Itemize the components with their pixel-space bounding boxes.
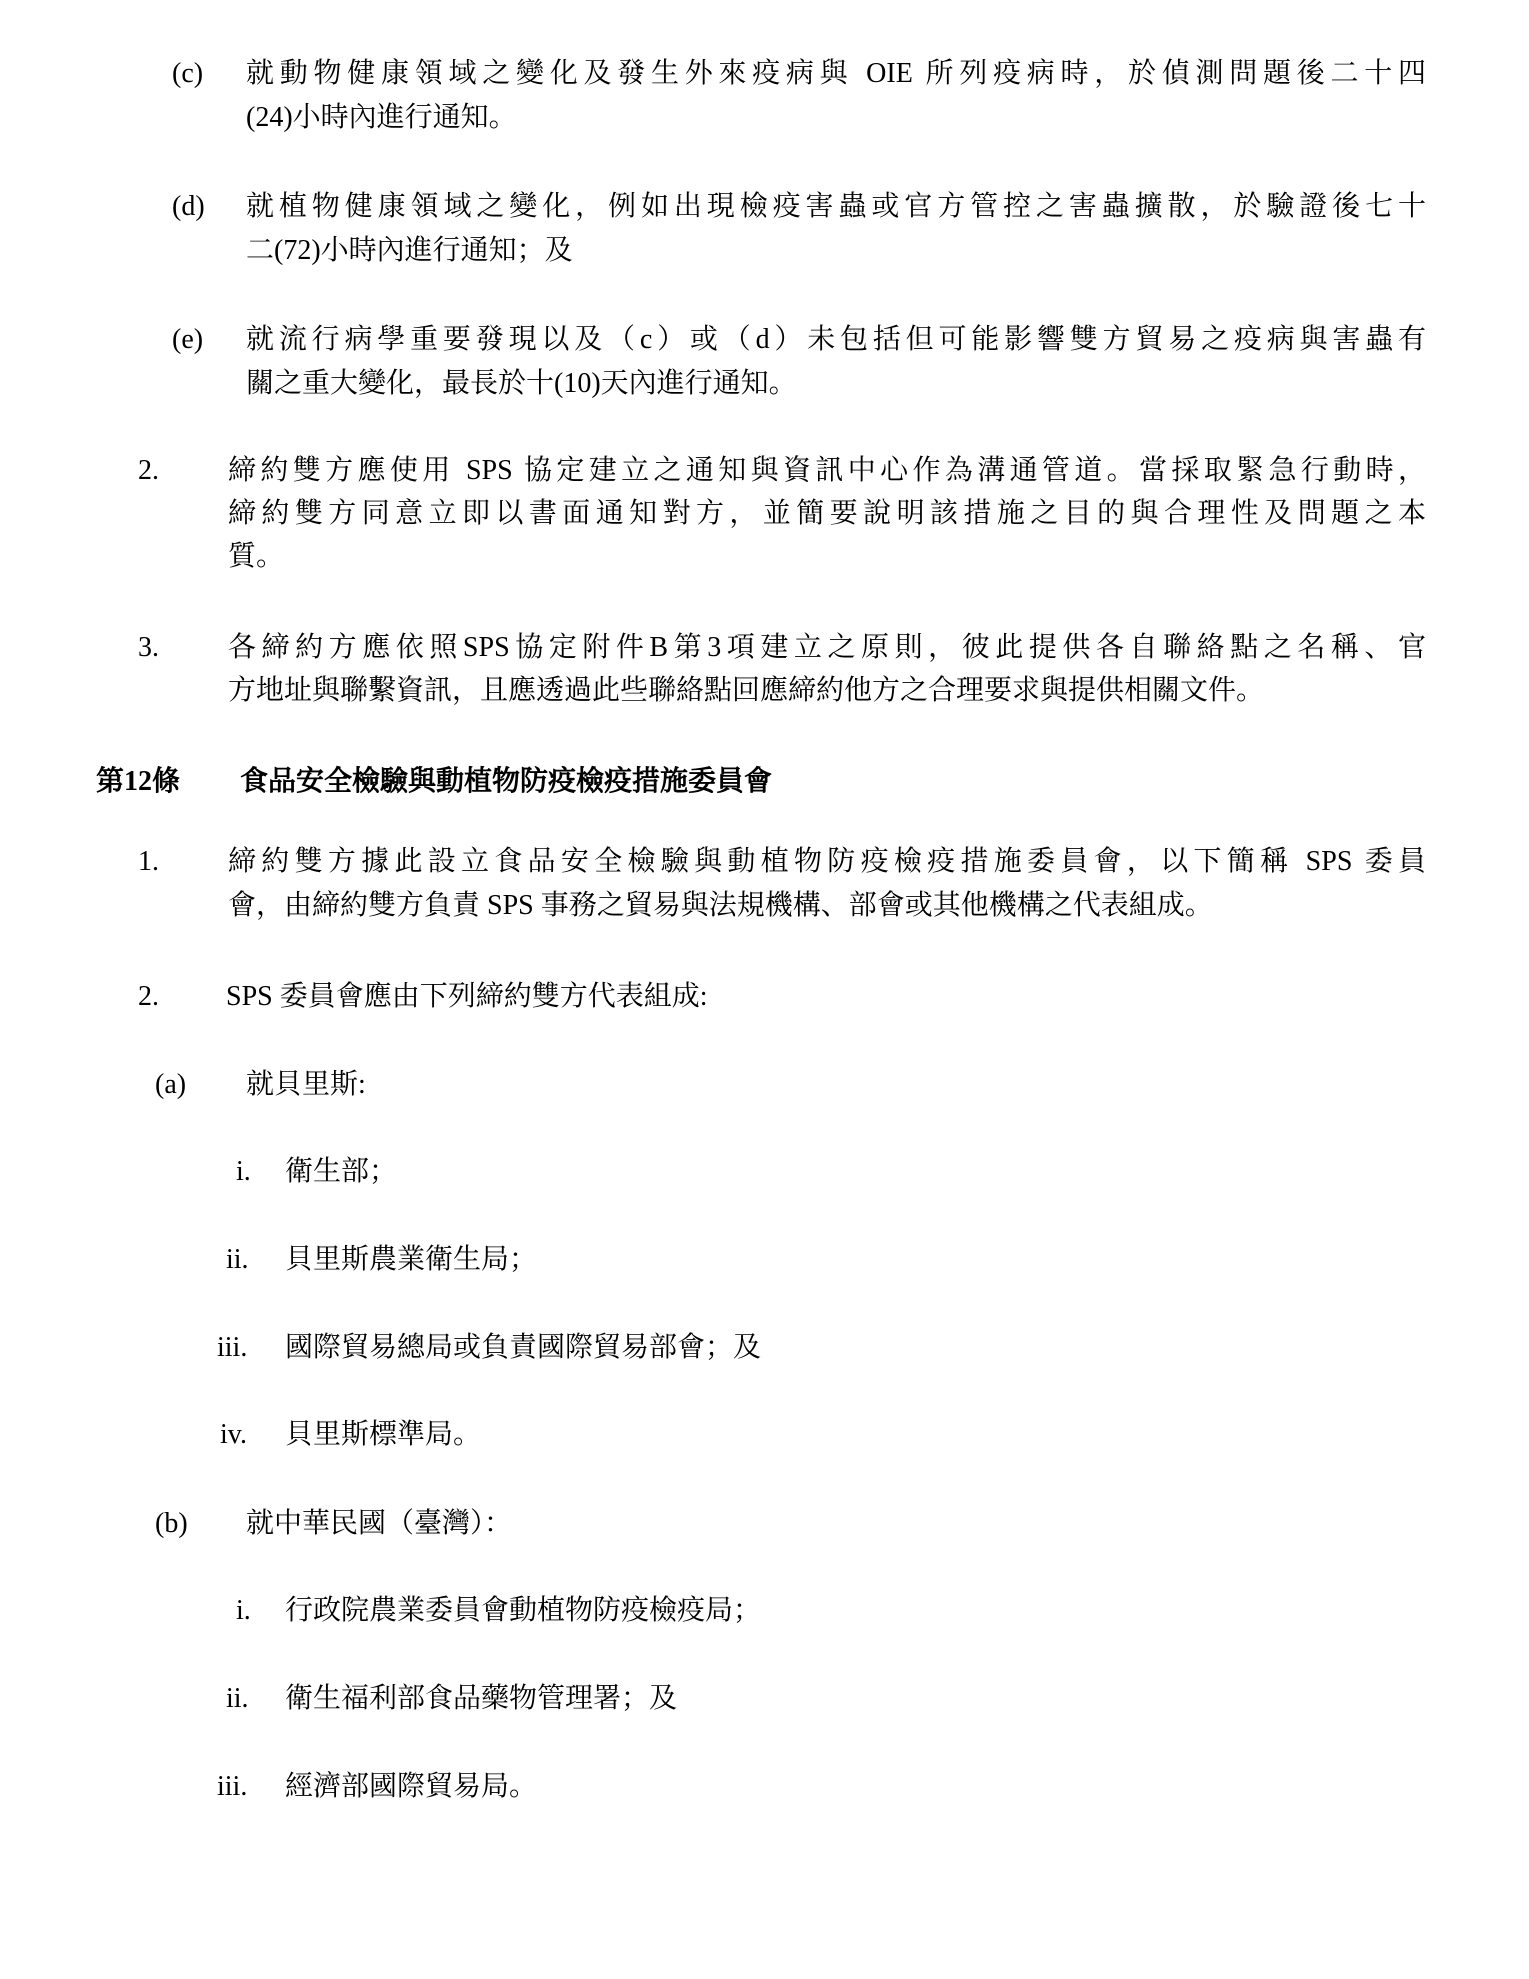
paragraph-text bbox=[228, 840, 1426, 928]
sub-list-item bbox=[0, 1765, 1529, 1809]
text-line: 就動物健康領域之變化及發生外來疫病與 OIE 所列疫病時，於偵測問題後二十四 bbox=[246, 58, 1426, 89]
item-text bbox=[246, 185, 1426, 273]
list-item bbox=[0, 1063, 1529, 1107]
paragraph-text: SPS 委員會應由下列締約雙方代表組成: bbox=[226, 981, 708, 1012]
list-item bbox=[0, 185, 1529, 285]
sub-list-item bbox=[0, 1326, 1529, 1370]
item-marker: i. bbox=[236, 1156, 251, 1187]
item-marker: iii. bbox=[217, 1771, 248, 1802]
item-marker: i. bbox=[236, 1595, 251, 1626]
sub-list-item bbox=[0, 1413, 1529, 1457]
text-line: 會，由締約雙方負責 SPS 事務之貿易與法規機構、部會或其他機構之代表組成。 bbox=[228, 890, 1213, 921]
paragraph bbox=[0, 626, 1529, 726]
text-line: 關之重大變化，最長於十(10)天內進行通知。 bbox=[246, 368, 797, 399]
text-line: 締約雙方同意立即以書面通知對方，並簡要說明該措施之目的與合理性及問題之本 bbox=[228, 498, 1426, 529]
paragraph-text bbox=[228, 449, 1426, 578]
paragraph-number: 2. bbox=[138, 981, 159, 1012]
item-text: 就中華民國（臺灣）： bbox=[246, 1508, 513, 1539]
item-text: 經濟部國際貿易局。 bbox=[285, 1771, 538, 1802]
item-text: 國際貿易總局或負責國際貿易部會；及 bbox=[285, 1332, 762, 1363]
paragraph bbox=[0, 840, 1529, 940]
item-marker: ii. bbox=[226, 1244, 249, 1275]
list-item bbox=[0, 318, 1529, 418]
item-marker: ii. bbox=[226, 1683, 249, 1714]
sub-list-item bbox=[0, 1238, 1529, 1282]
item-marker: (c) bbox=[172, 58, 204, 89]
item-marker: iv. bbox=[220, 1419, 247, 1450]
text-line: 就植物健康領域之變化，例如出現檢疫害蟲或官方管控之害蟲擴散，於驗證後七十 bbox=[246, 191, 1426, 222]
paragraph-text bbox=[228, 626, 1426, 712]
article-heading bbox=[0, 760, 1529, 804]
item-text: 就貝里斯: bbox=[246, 1069, 366, 1100]
text-line: 各締約方應依照SPS協定附件B第3項建立之原則，彼此提供各自聯絡點之名稱、官 bbox=[228, 632, 1426, 663]
paragraph-number: 3. bbox=[138, 632, 159, 663]
item-text: 衛生部； bbox=[285, 1156, 398, 1187]
item-text: 貝里斯農業衛生局； bbox=[285, 1244, 538, 1275]
article-title: 食品安全檢驗與動植物防疫檢疫措施委員會 bbox=[240, 766, 773, 797]
item-text bbox=[246, 318, 1426, 406]
text-line: (24)小時內進行通知。 bbox=[246, 102, 517, 133]
item-marker: iii. bbox=[217, 1332, 248, 1363]
text-line: 締約雙方據此設立食品安全檢驗與動植物防疫檢疫措施委員會，以下簡稱 SPS 委員 bbox=[228, 846, 1426, 877]
text-line: 二(72)小時內進行通知；及 bbox=[246, 235, 573, 266]
item-marker: (e) bbox=[172, 324, 204, 355]
paragraph-number: 2. bbox=[138, 455, 159, 486]
paragraph bbox=[0, 449, 1529, 589]
paragraph bbox=[0, 975, 1529, 1019]
text-line: 方地址與聯繫資訊，且應透過此些聯絡點回應締約他方之合理要求與提供相關文件。 bbox=[228, 675, 1265, 706]
list-item bbox=[0, 52, 1529, 152]
sub-list-item bbox=[0, 1150, 1529, 1194]
item-marker: (b) bbox=[155, 1508, 188, 1539]
sub-list-item bbox=[0, 1677, 1529, 1721]
list-item bbox=[0, 1502, 1529, 1546]
item-text: 貝里斯標準局。 bbox=[285, 1419, 482, 1450]
text-line: 就流行病學重要發現以及（c）或（d）未包括但可能影響雙方貿易之疫病與害蟲有 bbox=[246, 324, 1426, 355]
text-line: 質。 bbox=[228, 541, 285, 572]
item-text: 衛生福利部食品藥物管理署；及 bbox=[285, 1683, 678, 1714]
item-text bbox=[246, 52, 1426, 140]
article-number: 第12條 bbox=[96, 766, 181, 797]
item-marker: (d) bbox=[172, 191, 205, 222]
item-marker: (a) bbox=[155, 1069, 187, 1100]
sub-list-item bbox=[0, 1589, 1529, 1633]
paragraph-number: 1. bbox=[138, 846, 159, 877]
text-line: 締約雙方應使用 SPS 協定建立之通知與資訊中心作為溝通管道。當採取緊急行動時， bbox=[228, 455, 1426, 486]
item-text: 行政院農業委員會動植物防疫檢疫局； bbox=[285, 1595, 762, 1626]
